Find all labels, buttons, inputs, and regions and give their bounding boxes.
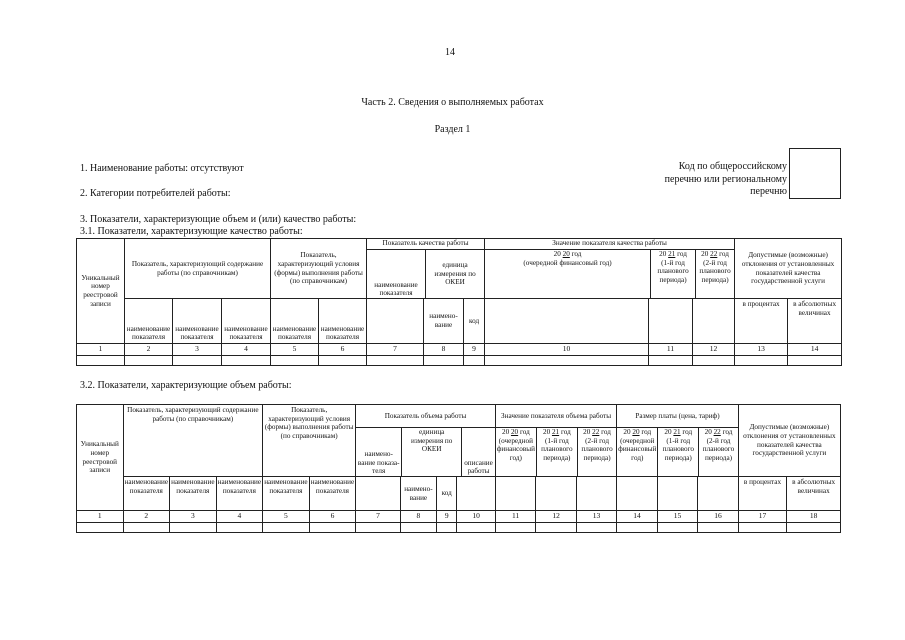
unit-code-sub: код — [437, 477, 457, 511]
volume-table — [76, 404, 841, 533]
content-sub-1: наименование показателя — [123, 477, 170, 511]
table-row — [77, 522, 841, 532]
table-row: 1 2 3 4 5 6 7 8 9 10 11 12 13 14 15 16 17 18 — [77, 511, 841, 523]
content-header: Показатель, характеризующий содержание работы (по справочникам) — [123, 405, 263, 477]
page-number: 14 — [445, 47, 455, 58]
unique-number-header: Уникальный номер реестровой записи — [77, 405, 124, 511]
plan2-cell: 20 22 год (2-й год планового периода) — [699, 250, 731, 284]
unique-number-header: Уникальный номер реестровой записи — [77, 239, 125, 344]
allowed-abs: в абсолютных величинах — [787, 477, 841, 511]
allowed-abs: в абсолютных величинах — [788, 299, 842, 344]
volume-header: Показатель объема работы наимено-вание показа-теля единица измерения по ОКЕИ описание работы — [356, 405, 496, 477]
conditions-sub-2: наименование показателя — [319, 299, 367, 344]
content-sub-1: наименование показателя — [125, 299, 173, 344]
value-sub-1 — [485, 299, 649, 344]
value-sub-3 — [693, 299, 735, 344]
indicators-heading: 3. Показатели, характеризующие объем и (или) качество работы: — [80, 214, 357, 225]
fee-header: Размер платы (цена, тариф) 20 20 год (очередной финансовый год) 20 21 год (1-й год планового периода) 20 22 год (2-й год планового периода) — [617, 405, 738, 477]
consumer-category-line: 2. Категории потребителей работы: — [80, 188, 231, 199]
unit-name-sub: наимено-вание — [400, 477, 436, 511]
allowed-pct: в процентах — [738, 477, 787, 511]
quality-table — [76, 238, 842, 366]
quality-name-sub — [367, 299, 424, 344]
conditions-sub-1: наименование показателя — [271, 299, 319, 344]
conditions-header: Показатель, характеризующий условия (формы) выполнения работы (по справочникам) — [263, 405, 356, 477]
volume-value-header: Значение показателя объема работы 20 20 год (очередной финансовый год) 20 21 год (1-й год планового периода) 20 22 год (2-й год планового периода) — [495, 405, 616, 477]
fin-year-cell: 20 20 год (очередной финансовый год) — [485, 250, 651, 298]
conditions-header: Показатель, характеризующий условия (формы) выполнения работы (по справочникам) — [271, 239, 367, 299]
unit-name-sub: наимено-вание — [424, 299, 464, 344]
quality-heading: 3.1. Показатели, характеризующие качество работы: — [80, 226, 303, 237]
volume-name-sub — [356, 477, 401, 511]
allowed-header: Допустимые (возможные) отклонения от установленных показателей качества государственной услуги — [735, 239, 842, 299]
plan1-cell: 20 21 год (1-й год планового периода) — [651, 250, 696, 298]
value-sub-2 — [649, 299, 693, 344]
section-title: Раздел 1 — [434, 124, 471, 135]
table-row: 1 2 3 4 5 6 7 8 9 10 11 12 13 14 — [77, 344, 842, 356]
volume-heading: 3.2. Показатели, характеризующие объем работы: — [80, 380, 292, 391]
conditions-sub-2: наименование показателя — [309, 477, 356, 511]
content-sub-3: наименование показателя — [216, 477, 263, 511]
part-title: Часть 2. Сведения о выполняемых работах — [361, 97, 544, 108]
desc-sub — [457, 477, 495, 511]
table-row — [77, 355, 842, 365]
allowed-pct: в процентах — [735, 299, 788, 344]
content-sub-2: наименование показателя — [170, 477, 217, 511]
content-sub-3: наименование показателя — [222, 299, 271, 344]
content-sub-2: наименование показателя — [173, 299, 222, 344]
work-name-line: 1. Наименование работы: отсутствуют — [80, 163, 244, 174]
code-box — [789, 148, 841, 199]
allowed-header: Допустимые (возможные) отклонения от установленных показателей качества государственной услуги — [738, 405, 840, 477]
code-label: Код по общероссийскому перечню или региональному перечню — [664, 161, 787, 197]
quality-header: Показатель качества работы наименование показателя единица измерения по ОКЕИ — [367, 239, 485, 299]
value-header: Значение показателя качества работы 20 20 год (очередной финансовый год) 20 21 год (1-й год планового периода) 20 22 год (2-й год планового периода) — [485, 239, 735, 299]
conditions-sub-1: наименование показателя — [263, 477, 310, 511]
content-header: Показатель, характеризующий содержание работы (по справочникам) — [125, 239, 271, 299]
unit-code-sub: код — [464, 299, 485, 344]
